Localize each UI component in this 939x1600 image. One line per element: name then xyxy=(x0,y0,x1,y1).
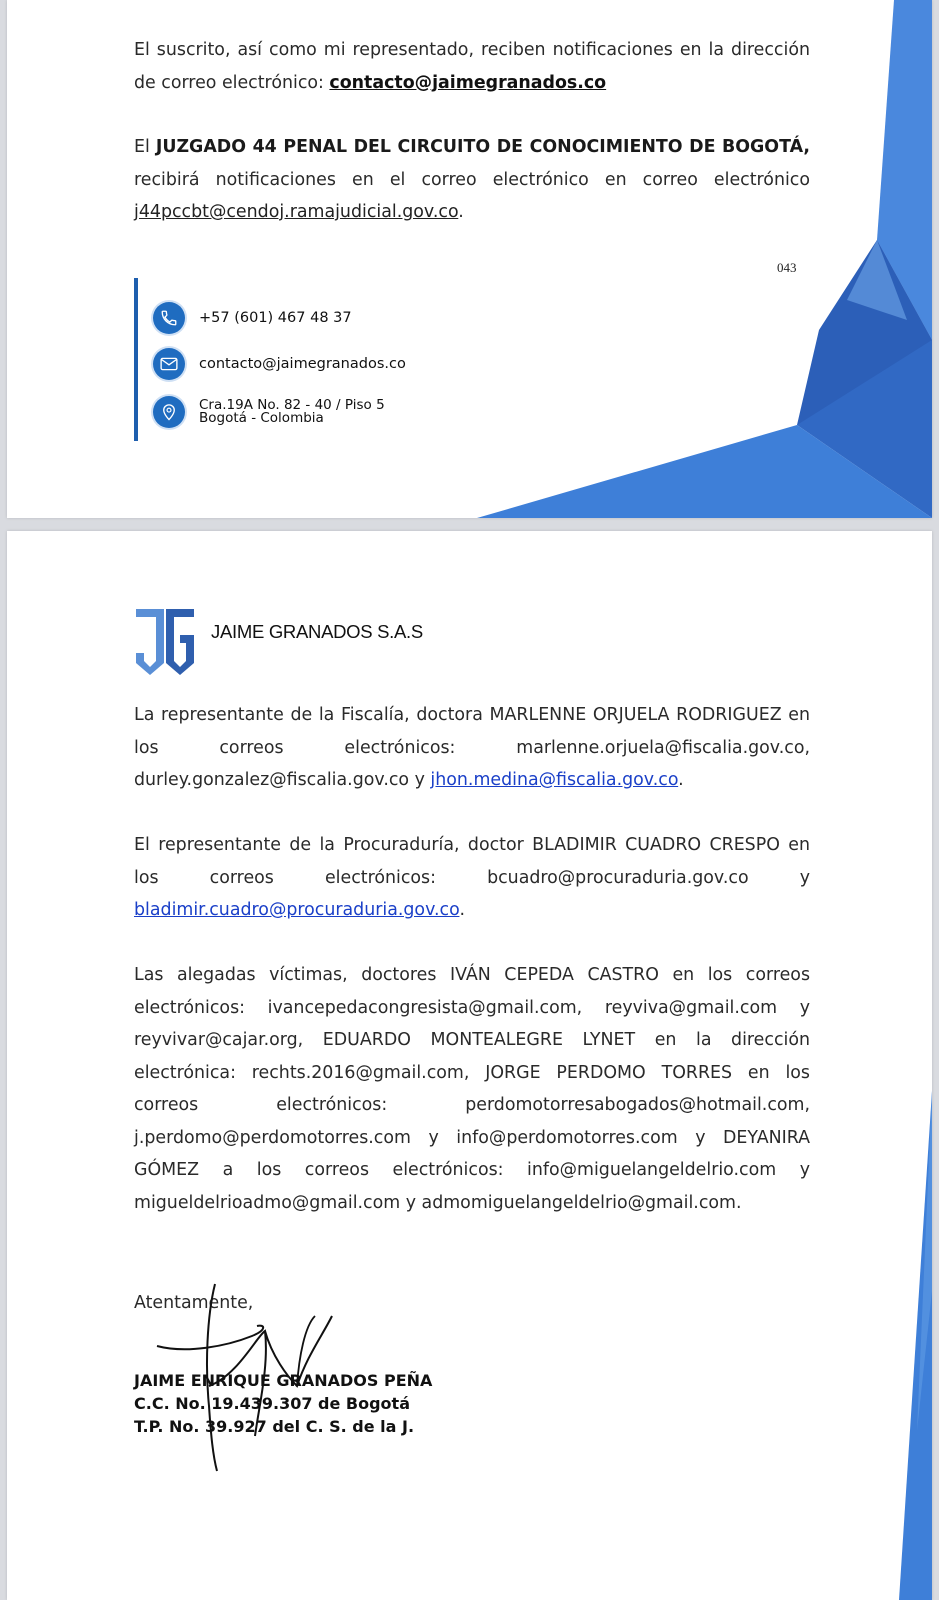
page-number: 043 xyxy=(777,260,797,275)
document-page-2 xyxy=(7,531,932,1600)
contact-phone-row xyxy=(153,302,352,334)
procuraduria-email-link[interactable]: bladimir.cuadro@procuraduria.gov.co xyxy=(134,900,460,920)
contact-address-row xyxy=(153,396,385,428)
signature-block xyxy=(134,1369,432,1438)
fiscalia-email-link[interactable]: jhon.medina@fiscalia.gov.co xyxy=(430,770,679,790)
phone-icon xyxy=(153,302,185,334)
victims-paragraph: Las alegadas víctimas, doctores IVÁN CEPEDA CASTRO en los correos electrónicos: ivancepedacongresista@gmail.com, reyviva@gmail.com y reyvivar@cajar.org, EDUARDO MONTEALEGRE LYNET en la dirección electrónica: rechts.2016@gmail.com, JORGE PERDOMO TORRES en los correos electrónicos: perdomotorresabogados@hotmail.com, j.perdomo@perdomotorres.com y info@perdomotorres.com y DEYANIRA GÓMEZ a los correos electrónicos: info@miguelangeldelrio.com y migueldelrioadmo@gmail.com y admomiguelangeldelrio@gmail.com. xyxy=(134,965,810,1213)
signer-professional-card: T.P. No. 39.927 del C. S. de la J. xyxy=(134,1417,415,1436)
contact-email-link[interactable]: contacto@jaimegranados.co xyxy=(329,72,607,93)
signer-id: C.C. No. 19.439.307 de Bogotá xyxy=(134,1394,410,1413)
company-logo xyxy=(134,607,196,683)
signer-name: JAIME ENRIQUE GRANADOS PEÑA xyxy=(134,1371,433,1390)
contact-email[interactable]: contacto@jaimegranados.co xyxy=(199,356,406,372)
company-name: JAIME GRANADOS S.A.S xyxy=(211,621,423,642)
fiscalia-paragraph: La representante de la Fiscalía, doctora MARLENNE ORJUELA RODRIGUEZ en los correos electrónicos: marlenne.orjuela@fiscalia.gov.co, durley.gonzalez@fiscalia.gov.co y jhon.medina@fiscalia.gov.co. xyxy=(134,705,810,790)
contact-phone: +57 (601) 467 48 37 xyxy=(199,310,352,326)
court-paragraph: El JUZGADO 44 PENAL DEL CIRCUITO DE CONOCIMIENTO DE BOGOTÁ, recibirá notificaciones en el correo electrónico en correo electrónico j44pccbt@cendoj.ramajudicial.gov.co. xyxy=(134,137,810,222)
closing-salutation: Atentamente, xyxy=(134,1293,254,1313)
court-name: JUZGADO 44 PENAL DEL CIRCUITO DE CONOCIMIENTO DE BOGOTÁ, xyxy=(155,137,810,157)
document-page-1 xyxy=(7,0,932,518)
contact-email-row xyxy=(153,348,406,380)
location-icon xyxy=(153,396,185,428)
court-email-link[interactable]: j44pccbt@cendoj.ramajudicial.gov.co xyxy=(134,202,459,222)
mail-icon xyxy=(153,348,185,380)
contact-accent-bar xyxy=(134,278,138,441)
procuraduria-paragraph: El representante de la Procuraduría, doctor BLADIMIR CUADRO CRESPO en los correos electrónicos: bcuadro@procuraduria.gov.co y bladimir.cuadro@procuraduria.gov.co. xyxy=(134,835,810,920)
notification-paragraph: El suscrito, así como mi representado, reciben notificaciones en la dirección de correo electrónico: contacto@jaimegranados.co xyxy=(134,40,810,93)
contact-address: Cra.19A No. 82 - 40 / Piso 5 Bogotá - Colombia xyxy=(199,397,385,426)
